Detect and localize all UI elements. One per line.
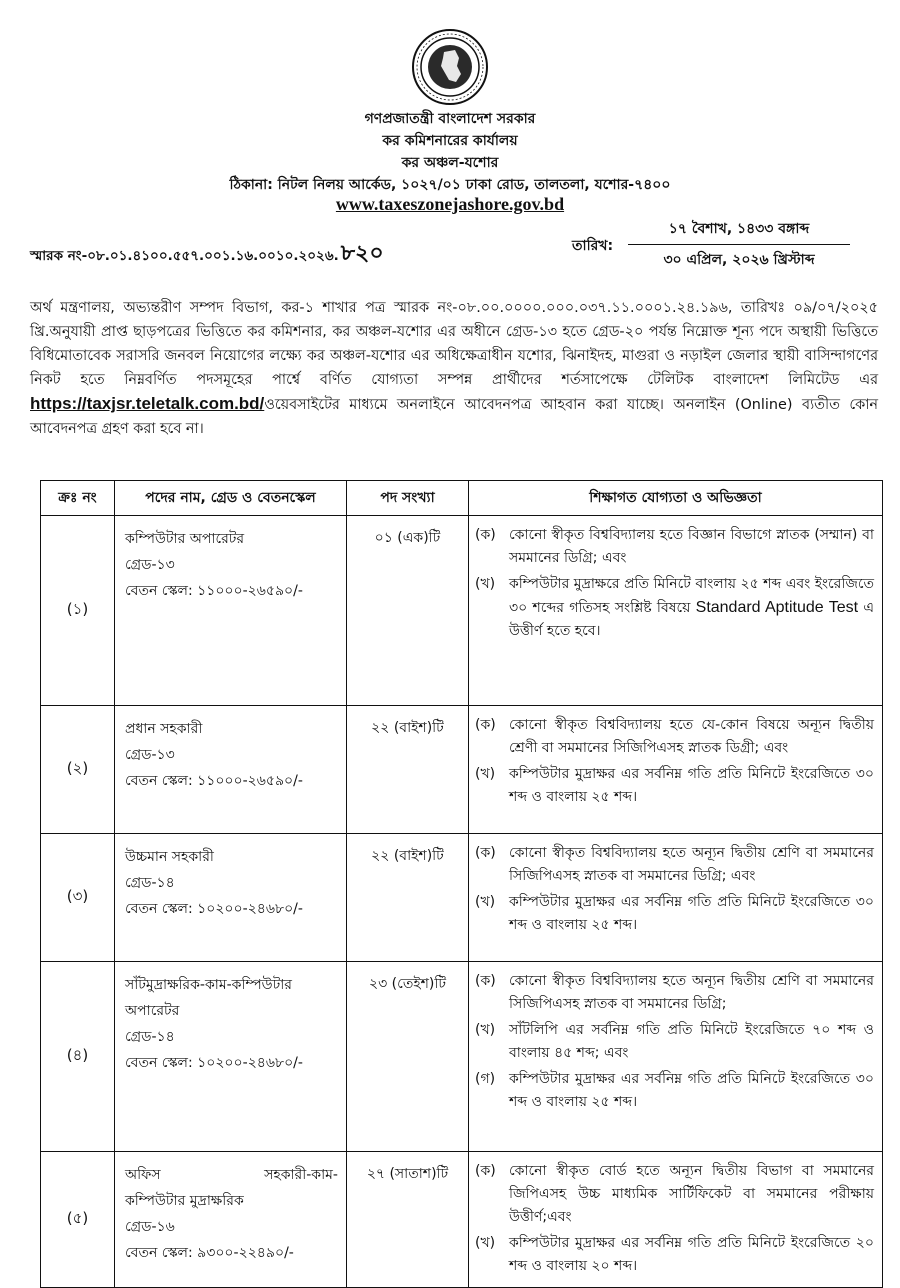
post-pay-scale: বেতন স্কেল: ১০২০০-২৪৬৮০/- [125, 901, 303, 917]
post-pay-scale: বেতন স্কেল: ১১০০০-২৬৫৯০/- [125, 773, 303, 789]
table-row [41, 962, 883, 1152]
table-row [41, 706, 883, 834]
row-post-count: ২৭ (সাতাশ)টি [347, 1152, 469, 1288]
qualification-item [475, 891, 874, 937]
qualification-text: কোনো স্বীকৃত বিশ্ববিদ্যালয় হতে অন্যূন দ্বিতীয় শ্রেণি বা সমমানের সিজিপিএসহ স্নাতক বা সমমানের ডিগ্রি; [509, 973, 874, 1012]
qualification-text: কম্পিউটার মুদ্রাক্ষর এর সর্বনিম্ন গতি প্রতি মিনিটে ইংরেজিতে ৩০ শব্দ ও বাংলায় ২৫ শব্দ। [509, 894, 874, 933]
post-title: কম্পিউটার অপারেটর [125, 531, 245, 547]
date-label: তারিখ: [572, 238, 614, 254]
post-title: অফিস সহকারী-কাম- [125, 1167, 338, 1183]
qualification-text-main: কম্পিউটার মুদ্রাক্ষরে প্রতি মিনিটে বাংলায় ২৫ শব্দ এবং ইংরেজিতে ৩০ শব্দের গতিসহ সংশ্লিষ্ট বিষয়ে [509, 576, 874, 616]
qualification-mark: (ক) [475, 717, 496, 733]
post-grade: গ্রেড-১৪ [125, 875, 175, 891]
qualification-mark: (ক) [475, 1163, 496, 1179]
qualification-mark: (খ) [475, 766, 496, 782]
row-post-count: ২২ (বাইশ)টি [347, 834, 469, 962]
qualification-mark: (খ) [475, 576, 496, 592]
post-title: উচ্চমান সহকারী [125, 849, 214, 865]
row-post-count: ২৩ (তেইশ)টি [347, 962, 469, 1152]
posts-table [40, 480, 883, 1288]
memo-number-text: স্মারক নং-০৮.০১.৪১০০.৫৫৭.০০১.১৬.০০১০.২০২৬. [30, 248, 339, 264]
post-grade: গ্রেড-১৩ [125, 557, 175, 573]
table-row [41, 1152, 883, 1288]
qualification-item [475, 1068, 874, 1114]
row-serial: (৩) [41, 834, 115, 962]
row-serial: (১) [41, 516, 115, 706]
qualification-text: সাঁটলিপি এর সর্বনিম্ন গতি প্রতি মিনিটে ইংরেজিতে ৭০ শব্দ ও বাংলায় ৪৫ শব্দ; এবং [509, 1022, 874, 1061]
post-title-cont: কম্পিউটার মুদ্রাক্ষরিক [125, 1193, 244, 1209]
qualification-item [475, 763, 874, 809]
header-address: ঠিকানা: নিটল নিলয় আর্কেড, ১০২৭/০১ ঢাকা রোড, তালতলা, যশোর-৭৪০০ [229, 177, 671, 193]
row-serial: (৪) [41, 962, 115, 1152]
row-post-name [115, 1152, 347, 1288]
qualification-text: কম্পিউটার মুদ্রাক্ষর এর সর্বনিম্ন গতি প্রতি মিনিটে ইংরেজিতে ২০ শব্দ ও বাংলায় ২০ শব্দ। [509, 1235, 874, 1274]
post-pay-scale: বেতন স্কেল: ১০২০০-২৪৬৮০/- [125, 1055, 303, 1071]
qualification-mark: (ক) [475, 973, 496, 989]
row-qualification [469, 962, 883, 1152]
qualification-item [475, 970, 874, 1016]
qualification-text: কোনো স্বীকৃত বোর্ড হতে অন্যূন দ্বিতীয় বিভাগ বা সমমানের জিপিএসহ উচ্চ মাধ্যমিক সার্টিফিকেট বা সমমানের পরীক্ষায় উত্তীর্ণ;এবং [509, 1163, 874, 1225]
intro-text-before: অর্থ মন্ত্রণালয়, অভ্যন্তরীণ সম্পদ বিভাগ, কর-১ শাখার পত্র স্মারক নং-০৮.০০.০০০০.০০০.০৩৭.১১.০০০১.২৪.১৯৬, তারিখঃ ০৯/০৭/২০২৫ খ্রি.অনুযায়ী প্রাপ্ত ছাড়পত্রের ভিত্তিতে কর কমিশনার, কর অঞ্চল-যশোর এর অধীনে গ্রেড-১৩ হতে গ্রেড-২০ পর্যন্ত নিম্নোক্ত শূন্য পদে অস্থায়ী ভিত্তিতে বিধিমোতাবেক সরাসরি জনবল নিয়োগের লক্ষ্যে কর অঞ্চল-যশোর এর অধিক্ষেত্রাধীন যশোর, ঝিনাইদহ, মাগুরা ও নড়াইল জেলার স্থায়ী বাসিন্দাগণের নিকট হতে নিম্নবর্ণিত পদসমূহের পার্শ্বে বর্ণিত যোগ্যতা সম্পন্ন প্রার্থীদের শর্তসাপেক্ষে টেলিটক বাংলাদেশ লিমিটেড এর [30, 300, 878, 388]
date-english: ৩০ এপ্রিল, ২০২৬ খ্রিস্টাব্দ [663, 252, 815, 268]
intro-paragraph [30, 296, 878, 441]
table-row [41, 834, 883, 962]
qualification-text: কম্পিউটার মুদ্রাক্ষর এর সর্বনিম্ন গতি প্রতি মিনিটে ইংরেজিতে ৩০ শব্দ ও বাংলায় ২৫ শব্দ। [509, 1071, 874, 1110]
qualification-item [475, 524, 874, 570]
post-grade: গ্রেড-১৬ [125, 1219, 175, 1235]
memo-number [30, 236, 384, 273]
header-serial: ক্রঃ নং [41, 481, 115, 516]
post-title: প্রধান সহকারী [125, 721, 203, 737]
qualification-text: কোনো স্বীকৃত বিশ্ববিদ্যালয় হতে অন্যূন দ্বিতীয় শ্রেণি বা সমমানের সিজিপিএসহ স্নাতক বা সমমানের ডিগ্রি; এবং [509, 845, 874, 884]
qualification-item [475, 714, 874, 760]
header-qualification: শিক্ষাগত যোগ্যতা ও অভিজ্ঞতা [469, 481, 883, 516]
row-post-count: ২২ (বাইশ)টি [347, 706, 469, 834]
qualification-item [475, 1160, 874, 1229]
header-office: কর কমিশনারের কার্যালয় [382, 133, 518, 149]
post-pay-scale: বেতন স্কেল: ৯৩০০-২২৪৯০/- [125, 1245, 294, 1261]
qualification-text: কম্পিউটার মুদ্রাক্ষর এর সর্বনিম্ন গতি প্রতি মিনিটে ইংরেজিতে ৩০ শব্দ ও বাংলায় ২৫ শব্দ। [509, 766, 874, 805]
row-qualification [469, 706, 883, 834]
table-header-row [41, 481, 883, 516]
apply-site-link[interactable]: https://taxjsr.teletalk.com.bd/ [30, 394, 265, 413]
qualification-item [475, 842, 874, 888]
row-qualification [469, 1152, 883, 1288]
post-grade: গ্রেড-১৪ [125, 1029, 175, 1045]
post-pay-scale: বেতন স্কেল: ১১০০০-২৬৫৯০/- [125, 583, 303, 599]
row-serial: (২) [41, 706, 115, 834]
qualification-test-name: Standard Aptitude Test [695, 599, 859, 616]
row-serial: (৫) [41, 1152, 115, 1288]
row-post-name [115, 834, 347, 962]
qualification-item [475, 1019, 874, 1065]
row-post-count: ০১ (এক)টি [347, 516, 469, 706]
row-post-name [115, 516, 347, 706]
intro-text-after: ওয়েবসাইটের মাধ্যমে অনলাইনে আবেদনপত্র আহবান করা যাচ্ছে। অনলাইন (Online) ব্যতীত কোন আবেদনপত্র গ্রহণ করা হবে না। [30, 397, 878, 437]
post-title: সাঁটমুদ্রাক্ষরিক-কাম-কম্পিউটার অপারেটর [125, 977, 292, 1019]
qualification-text: কোনো স্বীকৃত বিশ্ববিদ্যালয় হতে বিজ্ঞান বিভাগে স্নাতক (সম্মান) বা সমমানের ডিগ্রি; এবং [509, 527, 874, 566]
qualification-mark: (খ) [475, 1022, 496, 1038]
qualification-text-tail: এ উত্তীর্ণ হতে হবে। [509, 600, 874, 639]
qualification-mark: (গ) [475, 1071, 496, 1087]
table-row [41, 516, 883, 706]
qualification-item [475, 1232, 874, 1278]
header-post-count: পদ সংখ্যা [347, 481, 469, 516]
date-bangla: ১৭ বৈশাখ, ১৪৩৩ বঙ্গাব্দ [628, 214, 850, 245]
qualification-mark: (খ) [475, 894, 496, 910]
qualification-mark: (খ) [475, 1235, 496, 1251]
header-post-name: পদের নাম, গ্রেড ও বেতনস্কেল [115, 481, 347, 516]
memo-handwritten-number: ৮২০ [340, 240, 384, 265]
website-link[interactable]: www.taxeszonejashore.gov.bd [335, 194, 565, 214]
qualification-text [509, 573, 874, 643]
header-zone: কর অঞ্চল-যশোর [401, 155, 499, 171]
qualification-item [475, 573, 874, 643]
qualification-mark: (ক) [475, 845, 496, 861]
qualification-mark: (ক) [475, 527, 496, 543]
row-post-name [115, 706, 347, 834]
date-box [628, 214, 850, 275]
government-seal-icon [411, 28, 489, 106]
post-grade: গ্রেড-১৩ [125, 747, 175, 763]
row-qualification [469, 516, 883, 706]
row-qualification [469, 834, 883, 962]
header-govt: গণপ্রজাতন্ত্রী বাংলাদেশ সরকার [364, 111, 536, 127]
row-post-name [115, 962, 347, 1152]
qualification-text: কোনো স্বীকৃত বিশ্ববিদ্যালয় হতে যে-কোন বিষয়ে অন্যূন দ্বিতীয় শ্রেণী বা সমমানের সিজিপিএসহ স্নাতক ডিগ্রী; এবং [509, 717, 874, 756]
